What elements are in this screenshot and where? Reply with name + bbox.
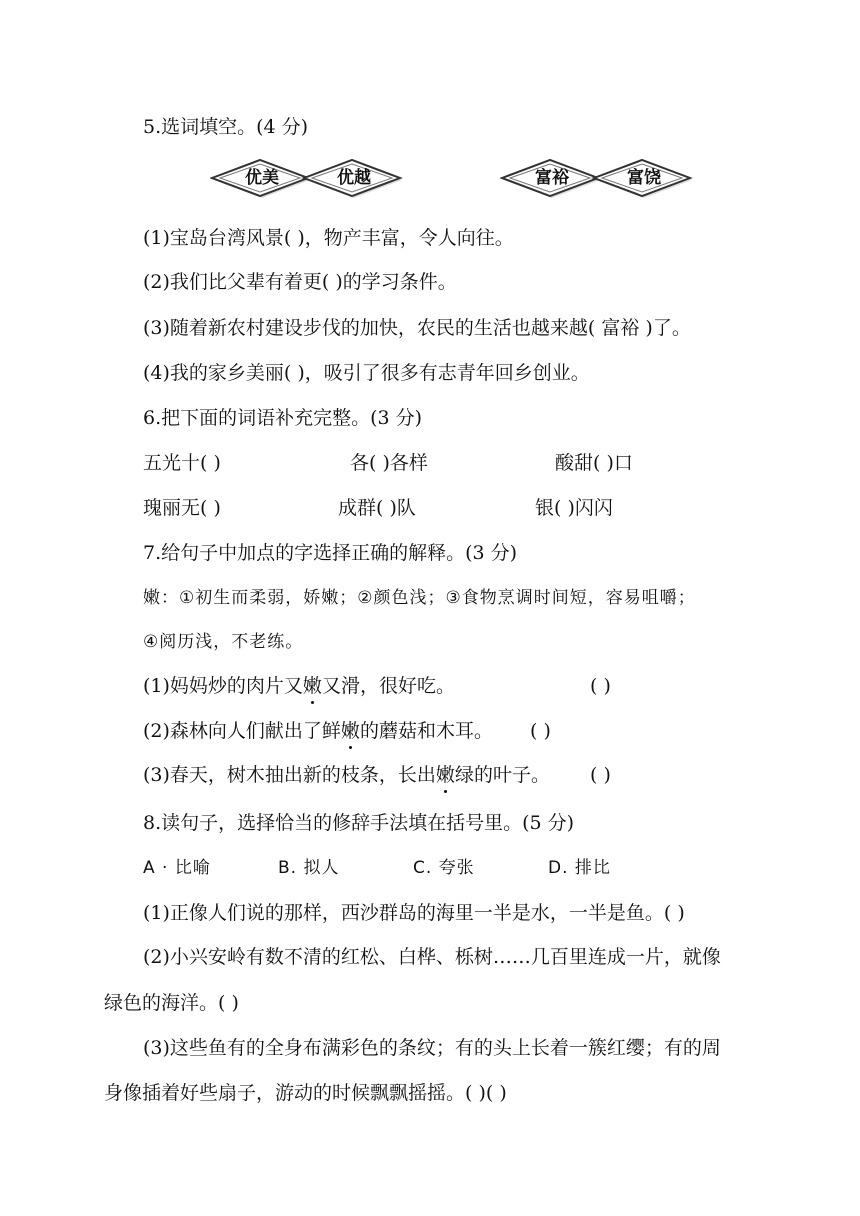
q8-item-1: (1)正像人们说的那样，西沙群岛的海里一半是水，一半是鱼。( ) [143, 902, 685, 924]
q7-item-2 [143, 719, 493, 743]
q5-item-1: (1)宝岛台湾风景( )，物产丰富，令人向往。 [143, 227, 514, 249]
q8-item-2-line-2: 绿色的海洋。( ) [104, 992, 239, 1014]
word-option: 富裕 [535, 168, 569, 188]
sentence-text: (1)妈妈炒的肉片又 [143, 675, 303, 697]
word-box-1 [210, 158, 406, 198]
q5-title: 5.选词填空。(4 分) [143, 116, 309, 138]
q7-definition-line-1: 嫩：①初生而柔弱，娇嫩；②颜色浅；③食物烹调时间短，容易咀嚼； [143, 588, 696, 608]
word-option: 优越 [337, 168, 371, 188]
q6-word-4: 瑰丽无( ) [143, 497, 221, 519]
q8-title: 8.读句子，选择恰当的修辞手法填在括号里。(5 分) [143, 812, 575, 834]
word-option: 优美 [245, 168, 279, 188]
q8-item-3-line-1: (3)这些鱼有的全身布满彩色的条纹；有的头上长着一簇红缨；有的周 [143, 1037, 721, 1059]
q7-title: 7.给句子中加点的字选择正确的解释。(3 分) [143, 542, 518, 564]
q7-item-1 [143, 674, 455, 698]
sentence-text: (3)春天，树木抽出新的枝条，长出 [143, 764, 436, 786]
q8-item-3-line-2: 身像插着好些扇子，游动的时候飘飘摇摇。( )( ) [104, 1082, 507, 1104]
q8-option-a: A · 比喻 [143, 858, 211, 878]
sentence-text: (2)森林向人们献出了鲜 [143, 720, 341, 742]
q6-word-1: 五光十( ) [143, 452, 221, 474]
q8-item-2-line-1: (2)小兴安岭有数不清的红松、白桦、栎树……几百里连成一片，就像 [143, 946, 721, 968]
sentence-text: 的蘑菇和木耳。 [359, 720, 493, 742]
q8-option-c: C. 夸张 [413, 858, 475, 878]
q6-word-3: 酸甜( )口 [555, 452, 633, 474]
dotted-char: 嫩 [340, 720, 360, 742]
sentence-text: 又滑，很好吃。 [321, 675, 455, 697]
dotted-char: 嫩 [302, 675, 322, 697]
answer-paren: ( ) [590, 764, 611, 786]
q6-title: 6.把下面的词语补充完整。(3 分) [143, 407, 423, 429]
dotted-char: 嫩 [435, 764, 455, 786]
q6-word-6: 银( )闪闪 [535, 497, 613, 519]
q6-word-5: 成群( )队 [338, 497, 416, 519]
q7-definition-line-2: ④阅历浅，不老练。 [143, 632, 304, 652]
word-option: 富饶 [627, 168, 661, 188]
answer-paren: ( ) [530, 720, 551, 742]
q5-item-4: (4)我的家乡美丽( )，吸引了很多有志青年回乡创业。 [143, 362, 590, 384]
answer-paren: ( ) [590, 675, 611, 697]
word-box-2 [500, 158, 696, 198]
q8-option-b: B. 拟人 [278, 858, 340, 878]
q5-item-2: (2)我们比父辈有着更( )的学习条件。 [143, 271, 457, 293]
q8-option-d: D. 排比 [548, 858, 611, 878]
sentence-text: 绿的叶子。 [454, 764, 550, 786]
q5-item-3: (3)随着新农村建设步伐的加快，农民的生活也越来越( 富裕 )了。 [143, 317, 691, 339]
q6-word-2: 各( )各样 [350, 452, 428, 474]
q7-item-3 [143, 763, 550, 787]
